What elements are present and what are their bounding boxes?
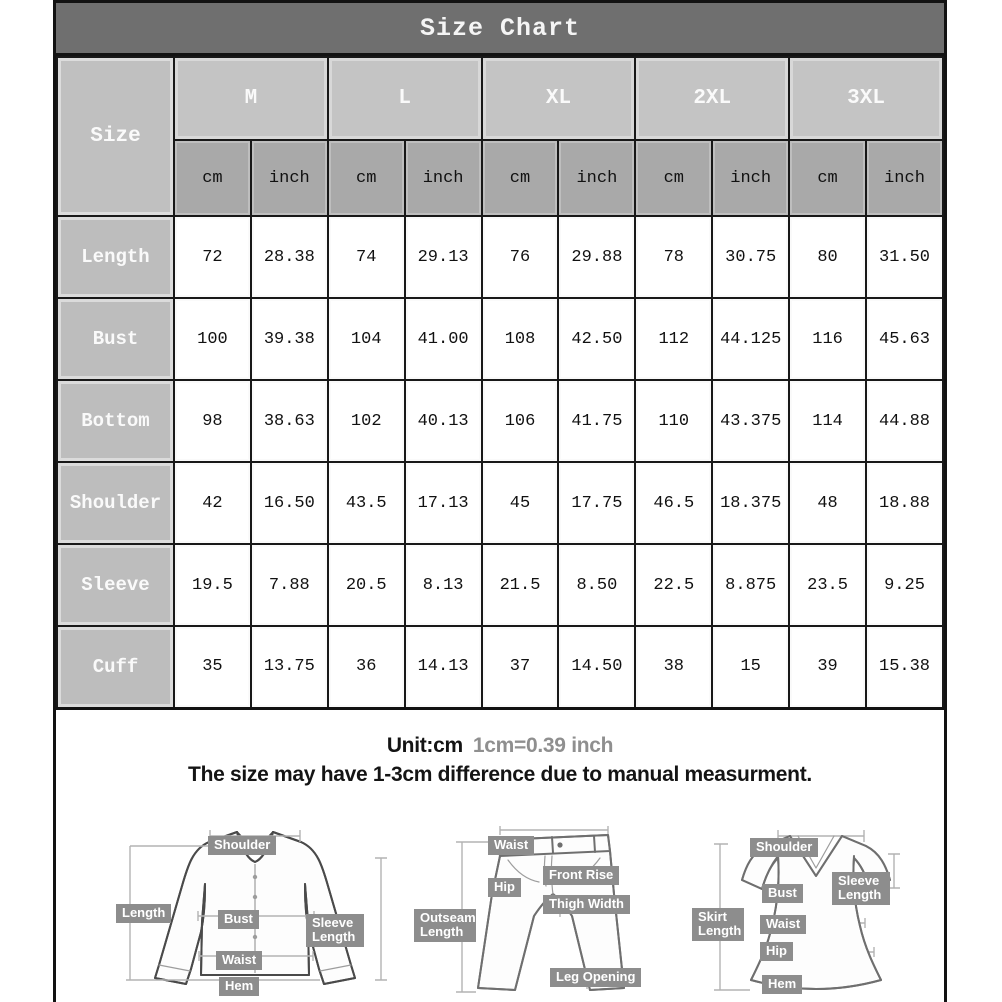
dress-measurement-diagram xyxy=(688,822,944,1002)
value-cell: 37 xyxy=(482,626,559,708)
value-cell: 30.75 xyxy=(712,216,789,298)
unit-header-inch: inch xyxy=(558,140,635,216)
pants-leg-opening-label: Leg Opening xyxy=(550,968,641,987)
dress-hip-label: Hip xyxy=(760,942,793,961)
value-cell: 14.13 xyxy=(405,626,482,708)
value-cell: 48 xyxy=(789,462,866,544)
value-cell: 38 xyxy=(635,626,712,708)
value-cell: 38.63 xyxy=(251,380,328,462)
value-cell: 108 xyxy=(482,298,559,380)
unit-header-inch: inch xyxy=(866,140,943,216)
value-cell: 7.88 xyxy=(251,544,328,626)
unit-header-inch: inch xyxy=(405,140,482,216)
value-cell: 110 xyxy=(635,380,712,462)
value-cell: 76 xyxy=(482,216,559,298)
size-header-row xyxy=(57,57,943,140)
value-cell: 18.375 xyxy=(712,462,789,544)
value-cell: 31.50 xyxy=(866,216,943,298)
table-row xyxy=(57,380,943,462)
pants-measurement-diagram xyxy=(412,822,692,1002)
title-bar xyxy=(56,3,944,56)
table-row xyxy=(57,298,943,380)
value-cell: 39 xyxy=(789,626,866,708)
shirt-length-label: Length xyxy=(116,904,171,923)
value-cell: 41.00 xyxy=(405,298,482,380)
value-cell: 98 xyxy=(174,380,251,462)
size-table xyxy=(56,56,944,710)
row-label: Length xyxy=(57,216,174,298)
value-cell: 39.38 xyxy=(251,298,328,380)
unit-header-inch: inch xyxy=(712,140,789,216)
value-cell: 100 xyxy=(174,298,251,380)
unit-header-cm: cm xyxy=(328,140,405,216)
value-cell: 28.38 xyxy=(251,216,328,298)
value-cell: 116 xyxy=(789,298,866,380)
value-cell: 36 xyxy=(328,626,405,708)
value-cell: 42 xyxy=(174,462,251,544)
table-row xyxy=(57,462,943,544)
row-label: Cuff xyxy=(57,626,174,708)
notes-section xyxy=(56,710,944,787)
value-cell: 8.875 xyxy=(712,544,789,626)
value-cell: 8.50 xyxy=(558,544,635,626)
value-cell: 72 xyxy=(174,216,251,298)
dress-sleeve-length-label: Sleeve Length xyxy=(832,872,890,905)
pants-front-rise-label: Front Rise xyxy=(543,866,619,885)
value-cell: 17.13 xyxy=(405,462,482,544)
value-cell: 19.5 xyxy=(174,544,251,626)
value-cell: 20.5 xyxy=(328,544,405,626)
shirt-shoulder-label: Shoulder xyxy=(208,836,276,855)
dress-skirt-length-label: Skirt Length xyxy=(692,908,744,941)
unit-header-cm: cm xyxy=(789,140,866,216)
value-cell: 112 xyxy=(635,298,712,380)
row-label: Bust xyxy=(57,298,174,380)
value-cell: 9.25 xyxy=(866,544,943,626)
table-row xyxy=(57,626,943,708)
unit-header-cm: cm xyxy=(482,140,559,216)
value-cell: 74 xyxy=(328,216,405,298)
value-cell: 13.75 xyxy=(251,626,328,708)
unit-header-cm: cm xyxy=(174,140,251,216)
unit-header-inch: inch xyxy=(251,140,328,216)
unit-header-row xyxy=(57,140,943,216)
dress-hem-label: Hem xyxy=(762,975,802,994)
value-cell: 44.88 xyxy=(866,380,943,462)
value-cell: 80 xyxy=(789,216,866,298)
dress-shoulder-label: Shoulder xyxy=(750,838,818,857)
table-row xyxy=(57,216,943,298)
disclaimer-note: The size may have 1-3cm difference due to manual measurment. xyxy=(188,762,812,786)
unit-note: Unit:cm xyxy=(386,733,463,757)
value-cell: 106 xyxy=(482,380,559,462)
value-cell: 29.88 xyxy=(558,216,635,298)
row-label: Sleeve xyxy=(57,544,174,626)
row-label: Shoulder xyxy=(57,462,174,544)
page-title: Size Chart xyxy=(419,13,581,43)
table-row xyxy=(57,544,943,626)
value-cell: 43.375 xyxy=(712,380,789,462)
value-cell: 16.50 xyxy=(251,462,328,544)
value-cell: 44.125 xyxy=(712,298,789,380)
pants-hip-label: Hip xyxy=(488,878,521,897)
value-cell: 8.13 xyxy=(405,544,482,626)
value-cell: 46.5 xyxy=(635,462,712,544)
value-cell: 23.5 xyxy=(789,544,866,626)
size-col-header-2xl: 2XL xyxy=(635,57,789,140)
shirt-bust-label: Bust xyxy=(218,910,259,929)
unit-header-cm: cm xyxy=(635,140,712,216)
value-cell: 15.38 xyxy=(866,626,943,708)
corner-size-cell: Size xyxy=(57,57,174,216)
size-col-header-m: M xyxy=(174,57,328,140)
value-cell: 35 xyxy=(174,626,251,708)
value-cell: 104 xyxy=(328,298,405,380)
row-label: Bottom xyxy=(57,380,174,462)
conversion-note: 1cm=0.39 inch xyxy=(472,733,614,757)
dress-waist-label: Waist xyxy=(760,915,806,934)
size-col-header-3xl: 3XL xyxy=(789,57,943,140)
value-cell: 43.5 xyxy=(328,462,405,544)
value-cell: 78 xyxy=(635,216,712,298)
value-cell: 42.50 xyxy=(558,298,635,380)
value-cell: 22.5 xyxy=(635,544,712,626)
value-cell: 17.75 xyxy=(558,462,635,544)
pants-thigh-width-label: Thigh Width xyxy=(543,895,630,914)
value-cell: 41.75 xyxy=(558,380,635,462)
size-col-header-xl: XL xyxy=(482,57,636,140)
value-cell: 14.50 xyxy=(558,626,635,708)
shirt-waist-label: Waist xyxy=(216,951,262,970)
shirt-sleeve-length-label: Sleeve Length xyxy=(306,914,364,947)
size-col-header-l: L xyxy=(328,57,482,140)
value-cell: 114 xyxy=(789,380,866,462)
pants-waist-label: Waist xyxy=(488,836,534,855)
shirt-hem-label: Hem xyxy=(219,977,259,996)
value-cell: 15 xyxy=(712,626,789,708)
pants-outseam-length-label: Outseam Length xyxy=(414,909,476,942)
value-cell: 45 xyxy=(482,462,559,544)
value-cell: 18.88 xyxy=(866,462,943,544)
value-cell: 45.63 xyxy=(866,298,943,380)
value-cell: 21.5 xyxy=(482,544,559,626)
shirt-measurement-diagram xyxy=(90,822,420,1002)
value-cell: 29.13 xyxy=(405,216,482,298)
value-cell: 102 xyxy=(328,380,405,462)
dress-bust-label: Bust xyxy=(762,884,803,903)
value-cell: 40.13 xyxy=(405,380,482,462)
